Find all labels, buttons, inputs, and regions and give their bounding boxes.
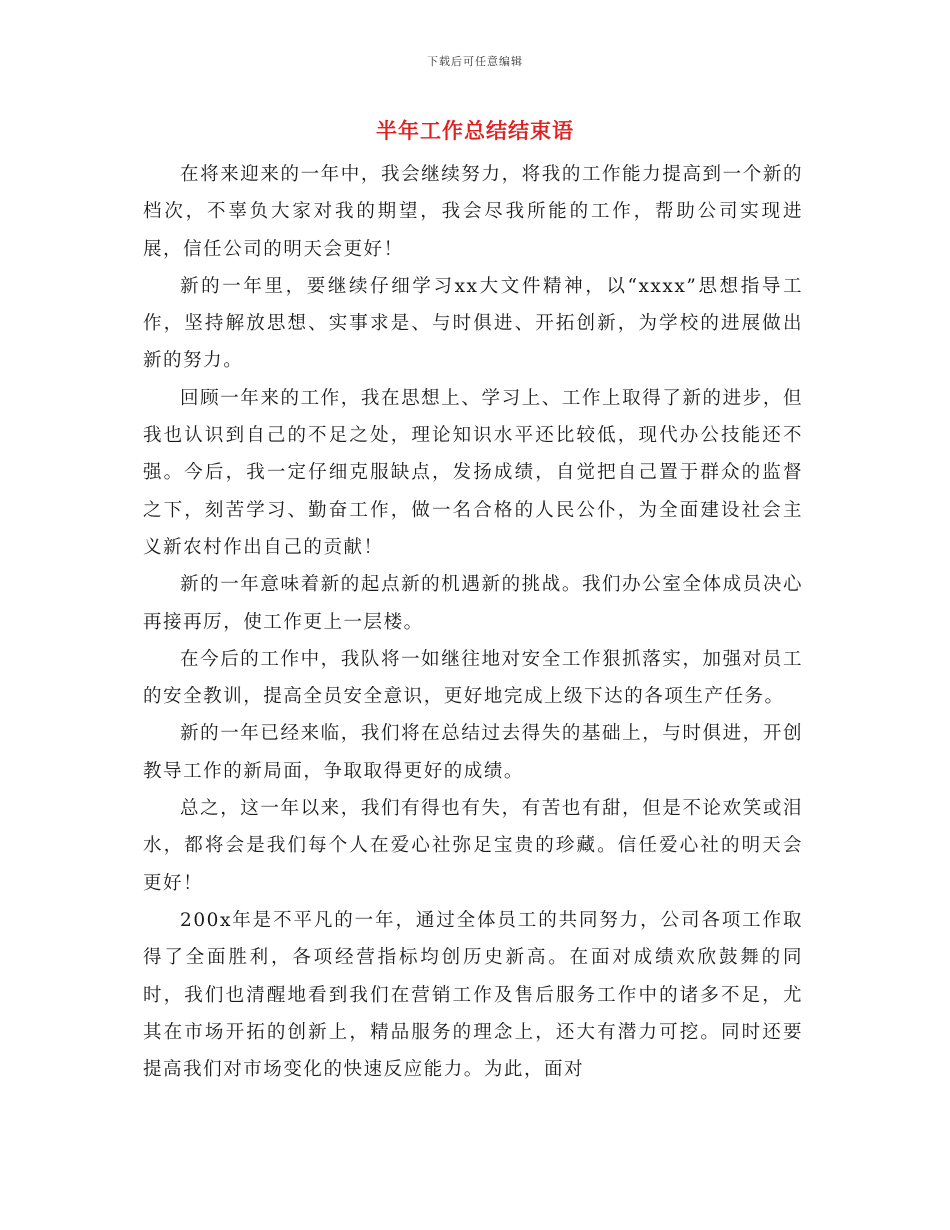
document-title: 半年工作总结结束语 [376,118,574,143]
paragraph-1: 在将来迎来的一年中，我会继续努力，将我的工作能力提高到一个新的档次，不辜负大家对我的期望，我会尽我所能的工作，帮助公司实现进展，信任公司的明天会更好！ [143,164,803,260]
paragraph-6: 新的一年已经来临，我们将在总结过去得失的基础上，与时俱进，开创教导工作的新局面，争取取得更好的成绩。 [143,723,803,782]
paragraph-2: 新的一年里，要继续仔细学习xx大文件精神，以“xxxx”思想指导工作，坚持解放思想、实事求是、与时俱进、开拓创新，为学校的进展做出新的努力。 [143,275,803,372]
paragraph-5: 在今后的工作中，我队将一如继往地对安全工作狠抓落实，加强对员工的安全教训，提高全员安全意识，更好地完成上级下达的各项生产任务。 [143,648,803,708]
document-body [143,156,803,1088]
header-note: 下载后可任意编辑 [427,55,523,68]
paragraph-7: 总之，这一年以来，我们有得也有失，有苦也有甜，但是不论欢笑或泪水，都将会是我们每个人在爱心社弥足宝贵的珍藏。信任爱心社的明天会更好！ [143,798,803,894]
paragraph-8: 200x年是不平凡的一年，通过全体员工的共同努力，公司各项工作取得了全面胜利，各项经营指标均创历史新高。在面对成绩欢欣鼓舞的同时，我们也清醒地看到我们在营销工作及售后服务工作中的诸多不足，尤其在市场开拓的创新上，精品服务的理念上，还大有潜力可挖。同时还要提高我们对市场变化的快速反应能力。为此，面对 [143,909,803,1081]
paragraph-3: 回顾一年来的工作，我在思想上、学习上、工作上取得了新的进步，但我也认识到自己的不足之处，理论知识水平还比较低，现代办公技能还不强。今后，我一定仔细克服缺点，发扬成绩，自觉把自己置于群众的监督之下，刻苦学习、勤奋工作，做一名合格的人民公仆，为全面建设社会主义新农村作出自己的贡献！ [143,387,803,558]
paragraph-4: 新的一年意味着新的起点新的机遇新的挑战。我们办公室全体成员决心再接再厉，使工作更上一层楼。 [143,574,803,633]
